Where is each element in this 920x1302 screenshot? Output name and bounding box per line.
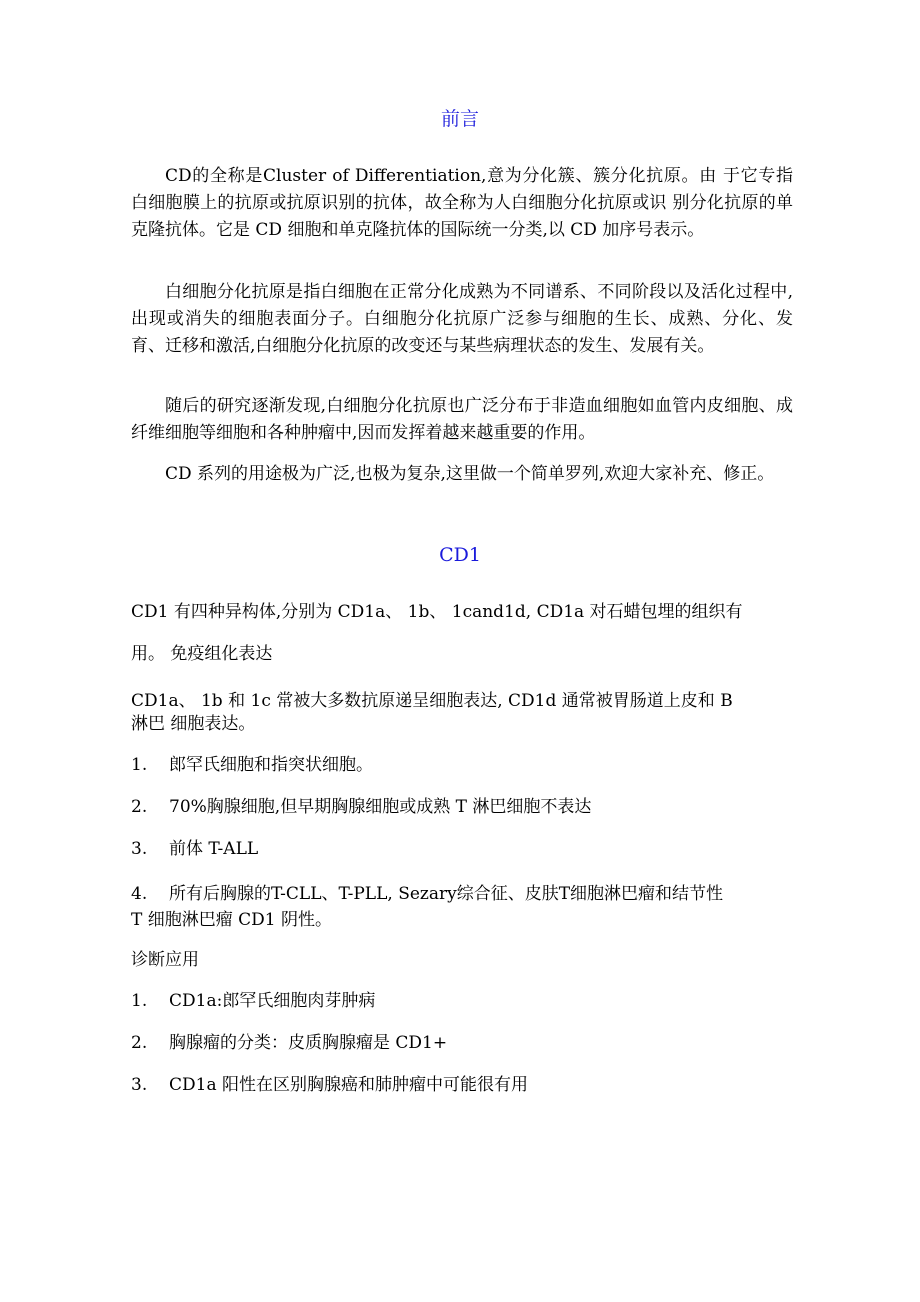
diagnosis-item: [131, 1031, 793, 1055]
cd1-title: CD1: [439, 544, 481, 566]
item-number: 3.: [131, 1075, 148, 1095]
expression-item: [131, 795, 793, 819]
diagnosis-title: 诊断应用: [131, 950, 199, 970]
item-number: 2.: [131, 797, 148, 817]
item-text: CD1a 阳性在区别胸腺癌和肺肿瘤中可能很有用: [169, 1075, 528, 1095]
item-text: 70%胸腺细胞,但早期胸腺细胞或成熟 T 淋巴细胞不表达: [169, 797, 592, 817]
expression-item-continuation: T 细胞淋巴瘤 CD1 阴性。: [131, 910, 333, 930]
preface-paragraph-1: CD的全称是Cluster of Differentiation,意为分化簇、簇分化抗原。由 于它专指白细胞膜上的抗原或抗原识别的抗体，故全称为人白细胞分化抗原或识 别分化抗原的单克隆抗体。它是 CD 细胞和单克隆抗体的国际统一分类,以 CD 加序号表示。: [131, 166, 793, 240]
preface-title: 前言: [440, 108, 479, 130]
item-text: 胸腺瘤的分类：皮质胸腺瘤是 CD1+: [169, 1033, 448, 1053]
item-number: 1.: [131, 755, 148, 775]
expression-item: [131, 837, 793, 861]
item-text: 所有后胸腺的T-CLL、T-PLL, Sezary综合征、皮肤T细胞淋巴瘤和结节性: [169, 884, 724, 904]
cd1-expression-line-2: 淋巴 细胞表达。: [131, 714, 256, 734]
item-text: 前体 T-ALL: [169, 839, 259, 859]
preface-paragraph-3: 随后的研究逐渐发现,白细胞分化抗原也广泛分布于非造血细胞如血管内皮细胞、成纤维细胞等细胞和各种肿瘤中,因而发挥着越来越重要的作用。: [131, 396, 793, 443]
cd1-expression-line-1: CD1a、 1b 和 1c 常被大多数抗原递呈细胞表达, CD1d 通常被胃肠道上皮和 B: [131, 691, 733, 711]
preface-paragraph-2: 白细胞分化抗原是指白细胞在正常分化成熟为不同谱系、不同阶段以及活化过程中,出现或消失的细胞表面分子。白细胞分化抗原广泛参与细胞的生长、成熟、分化、发育、迁移和激活,白细胞分化抗原的改变还与某些病理状态的发生、发展有关。: [131, 282, 793, 356]
preface-paragraph-4: CD 系列的用途极为广泛,也极为复杂,这里做一个简单罗列,欢迎大家补充、修正。: [165, 464, 775, 484]
diagnosis-item: [131, 1073, 793, 1097]
cd1-intro-line-2: 用。 免疫组化表达: [131, 644, 273, 664]
cd1-intro-line-1: CD1 有四种异构体,分别为 CD1a、 1b、 1cand1d, CD1a 对石蜡包埋的组织有: [131, 602, 743, 622]
item-text: CD1a:郎罕氏细胞肉芽肿病: [169, 991, 376, 1011]
item-number: 3.: [131, 839, 148, 859]
expression-item: [131, 882, 793, 906]
item-number: 4.: [131, 884, 148, 904]
item-number: 1.: [131, 991, 148, 1011]
item-number: 2.: [131, 1033, 148, 1053]
expression-item: [131, 753, 793, 777]
item-text: 郎罕氏细胞和指突状细胞。: [169, 755, 373, 775]
diagnosis-item: [131, 989, 793, 1013]
